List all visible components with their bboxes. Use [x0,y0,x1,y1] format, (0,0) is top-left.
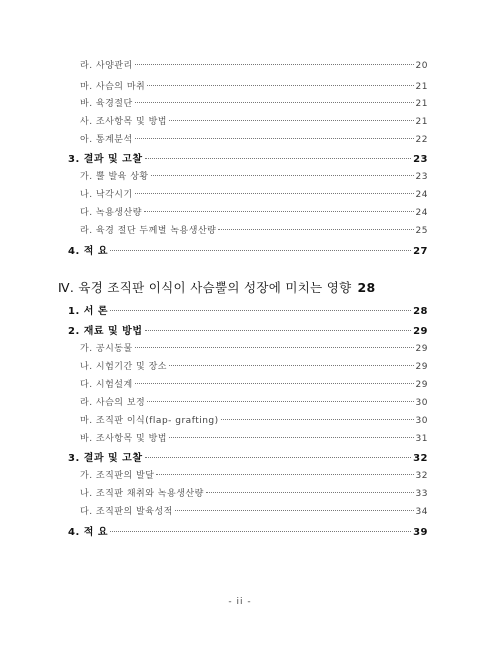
toc-section [68,150,428,165]
toc-entry [80,413,428,426]
toc-section [68,302,428,317]
toc-entry-label: 마. 조직판 이식(flap- grafting) [80,416,219,426]
toc-leader-dots [169,365,414,366]
toc-entry [80,114,428,127]
toc-entry-label: 다. 조직판의 발육성적 [80,507,173,517]
toc-entry-page: 34 [415,507,428,517]
toc-leader-dots [135,383,414,384]
toc-entry-page: 29 [415,362,428,372]
toc-leader-dots [135,138,414,139]
toc-entry [80,359,428,372]
toc-leader-dots [135,347,414,348]
toc-leader-dots [110,531,411,532]
toc-leader-dots [175,510,414,511]
toc-section-label: 4. 적 요 [68,527,109,538]
toc-entry-label: 나. 조직판 채취와 녹용생산량 [80,489,204,499]
toc-entry-page: 24 [415,190,428,200]
toc-section-label: 3. 결과 및 고찰 [68,154,143,165]
toc-entry-label: 바. 조사항목 및 방법 [80,434,167,444]
toc-section-label: 1. 서 론 [68,306,109,317]
toc-leader-dots [169,120,414,121]
toc-entry [80,341,428,354]
toc-section-page: 39 [413,527,428,538]
toc-entry [80,58,428,71]
toc-leader-dots [206,492,414,493]
toc-leader-dots [145,457,412,458]
toc-entry-label: 나. 시험기간 및 장소 [80,362,167,372]
toc-leader-dots [135,102,414,103]
toc-entry-label: 가. 뿔 발육 상황 [80,172,149,182]
toc-entry [80,431,428,444]
toc-entry [80,132,428,145]
toc-chapter-page: 28 [357,280,376,295]
toc-entry [80,96,428,109]
toc-entry-label: 마. 사슴의 마취 [80,82,146,92]
toc-leader-dots [110,250,411,251]
toc-entry-page: 21 [415,82,428,92]
toc-entry-label: 라. 사양관리 [80,61,133,71]
toc-entry-label: 다. 녹용생산량 [80,208,142,218]
toc-section-page: 28 [413,306,428,317]
toc-leader-dots [135,64,414,65]
toc-entry-page: 24 [415,208,428,218]
toc-leader-dots [144,211,414,212]
toc-section-label: 4. 적 요 [68,246,109,257]
toc-entry [80,205,428,218]
toc-entry-page: 21 [415,99,428,109]
toc-entry [80,169,428,182]
toc-leader-dots [218,229,413,230]
toc-entry-page: 25 [415,226,428,236]
toc-entry-page: 30 [415,398,428,408]
toc-entry [80,223,428,236]
toc-leader-dots [145,330,412,331]
toc-section [68,449,428,464]
toc-leader-dots [156,474,413,475]
toc-section-page: 27 [413,246,428,257]
toc-entry-page: 32 [415,471,428,481]
toc-entry-label: 가. 공시동물 [80,344,133,354]
toc-entry [80,79,428,92]
toc-entry-label: 나. 낙각시기 [80,190,133,200]
toc-entry-page: 20 [415,61,428,71]
toc-entry-page: 29 [415,380,428,390]
toc-entry [80,468,428,481]
toc-leader-dots [135,193,414,194]
toc-entry [80,187,428,200]
toc-entry-page: 22 [415,135,428,145]
toc-entry-page: 29 [415,344,428,354]
toc-entry-page: 30 [415,416,428,426]
toc-section-page: 29 [413,326,428,337]
toc-entry-page: 21 [415,117,428,127]
toc-section-label: 3. 결과 및 고찰 [68,453,143,464]
toc-section [68,322,428,337]
page-number: - ii - [228,597,252,607]
toc-entry [80,486,428,499]
toc-entry-label: 라. 사슴의 보정 [80,398,146,408]
toc-leader-dots [147,401,413,402]
toc-entry [80,504,428,517]
toc-chapter-label: Ⅳ. 육경 조직판 이식이 사슴뿔의 성장에 미치는 영향 [58,280,352,295]
toc-entry-label: 사. 조사항목 및 방법 [80,117,167,127]
toc-entry-label: 가. 조직판의 발달 [80,471,155,481]
toc-entry [80,377,428,390]
toc-entry-page: 23 [415,172,428,182]
toc-leader-dots [110,310,411,311]
toc-section-page: 23 [413,154,428,165]
toc-entry-label: 아. 통계분석 [80,135,133,145]
toc-section [68,242,428,257]
toc-leader-dots [145,158,412,159]
toc-entry [80,395,428,408]
toc-entry-label: 라. 육경 절단 두께별 녹용생산량 [80,226,217,236]
toc-section-page: 32 [413,453,428,464]
toc-leader-dots [151,175,414,176]
toc-chapter [58,278,428,296]
toc-entry-page: 33 [415,489,428,499]
toc-leader-dots [169,437,414,438]
toc-leader-dots [221,419,414,420]
toc-section [68,523,428,538]
toc-entry-label: 다. 시험설계 [80,380,133,390]
toc-entry-page: 31 [415,434,428,444]
toc-entry-label: 바. 육경절단 [80,99,133,109]
toc-section-label: 2. 재료 및 방법 [68,326,143,337]
toc-leader-dots [147,85,413,86]
